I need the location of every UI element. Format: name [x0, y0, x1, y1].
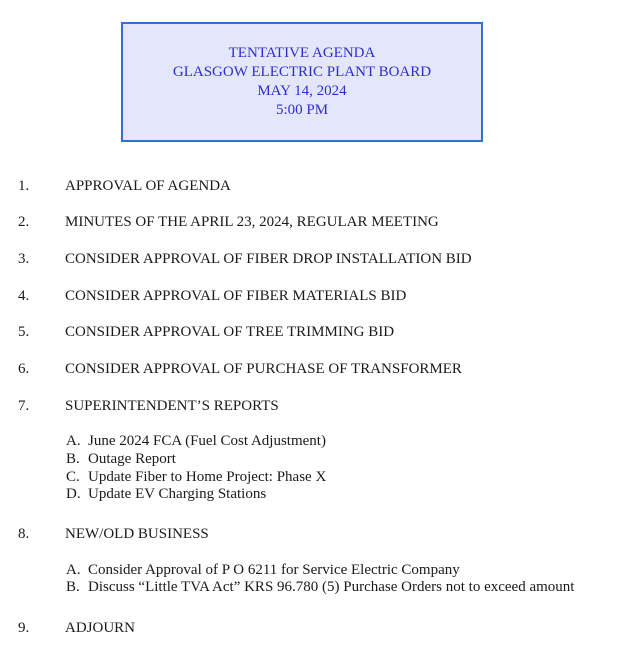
subitem-letter: B. — [66, 579, 80, 595]
item-text: NEW/OLD BUSINESS — [65, 526, 209, 542]
report-subitem-a — [66, 433, 326, 451]
item-text: CONSIDER APPROVAL OF PURCHASE OF TRANSFORMER — [65, 361, 462, 377]
business-subitem-b — [66, 579, 574, 597]
item-number: 7. — [18, 398, 30, 414]
agenda-header-box — [121, 22, 483, 142]
item-text: ADJOURN — [65, 620, 136, 636]
subitem-text: Outage Report — [88, 451, 176, 467]
subitem-letter: A. — [66, 562, 81, 578]
item-text: CONSIDER APPROVAL OF TREE TRIMMING BID — [65, 324, 395, 340]
item-number: 3. — [18, 251, 30, 267]
subitem-letter: A. — [66, 433, 81, 449]
subitem-text: Consider Approval of P O 6211 for Service Electric Company — [88, 562, 460, 578]
item-number: 9. — [18, 620, 30, 636]
report-subitem-c — [66, 469, 326, 487]
subitem-letter: B. — [66, 451, 80, 467]
item-text: APPROVAL OF AGENDA — [65, 178, 231, 194]
item-number: 5. — [18, 324, 30, 340]
report-subitem-b — [66, 451, 176, 469]
business-subitem-a — [66, 562, 460, 580]
item-text: MINUTES OF THE APRIL 23, 2024, REGULAR MEETING — [65, 214, 439, 230]
item-text: CONSIDER APPROVAL OF FIBER DROP INSTALLATION BID — [65, 251, 472, 267]
agenda-title: TENTATIVE AGENDA — [228, 45, 376, 61]
item-text: CONSIDER APPROVAL OF FIBER MATERIALS BID — [65, 288, 407, 304]
meeting-date: MAY 14, 2024 — [257, 83, 347, 99]
board-name: GLASGOW ELECTRIC PLANT BOARD — [172, 64, 432, 80]
item-number: 6. — [18, 361, 30, 377]
item-number: 4. — [18, 288, 30, 304]
item-number: 8. — [18, 526, 30, 542]
meeting-time: 5:00 PM — [275, 102, 329, 118]
item-number: 2. — [18, 214, 30, 230]
item-text: SUPERINTENDENT’S REPORTS — [65, 398, 279, 414]
subitem-text: June 2024 FCA (Fuel Cost Adjustment) — [88, 433, 326, 449]
subitem-letter: C. — [66, 469, 80, 485]
subitem-text: Update Fiber to Home Project: Phase X — [88, 469, 327, 485]
subitem-text: Discuss “Little TVA Act” KRS 96.780 (5) Purchase Orders not to exceed amount — [88, 579, 575, 595]
subitem-letter: D. — [66, 486, 81, 502]
subitem-text: Update EV Charging Stations — [88, 486, 267, 502]
report-subitem-d — [66, 486, 266, 504]
item-number: 1. — [18, 178, 30, 194]
